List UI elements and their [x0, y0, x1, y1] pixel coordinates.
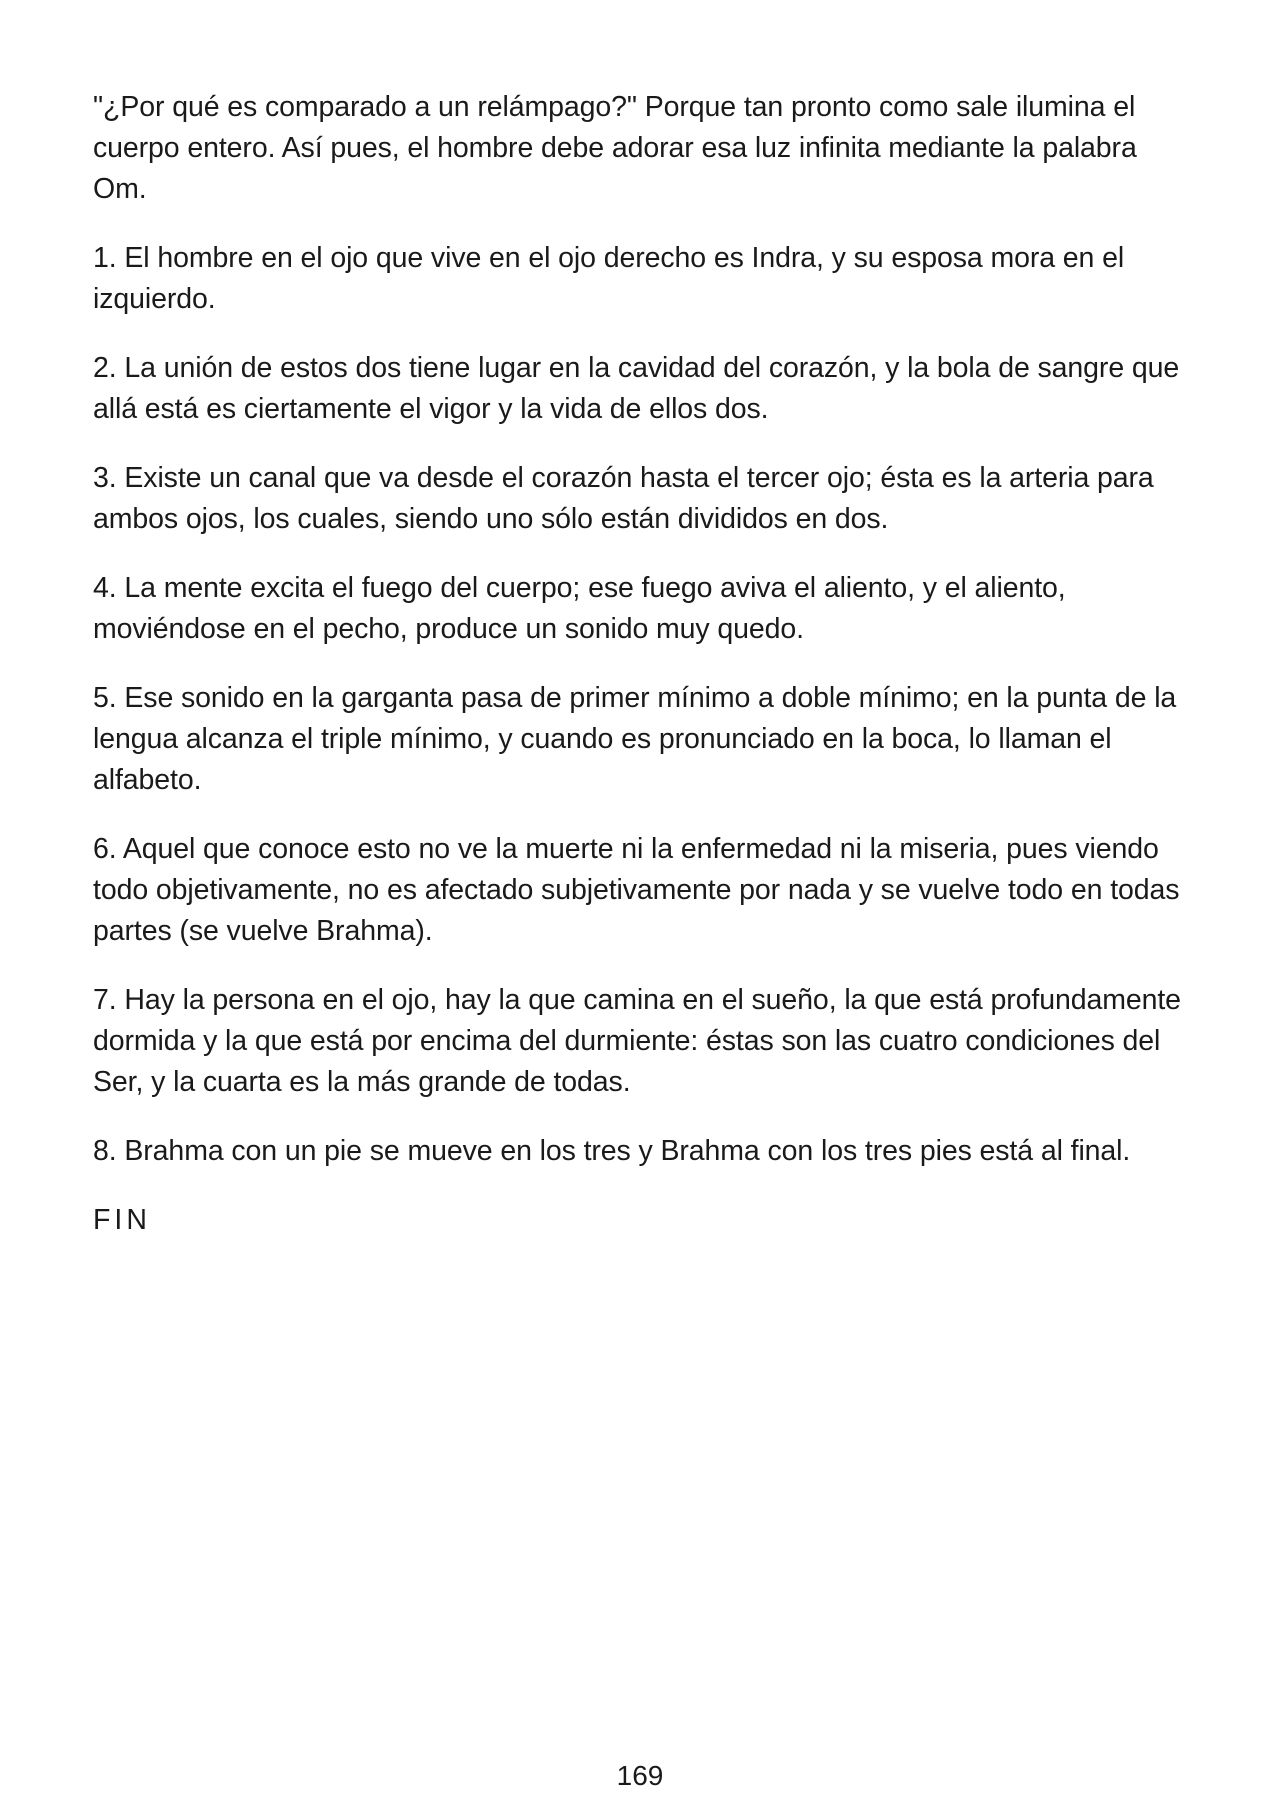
paragraph-3: 3. Existe un canal que va desde el corazón hasta el tercer ojo; ésta es la arteria para ambos ojos, los cuales, siendo uno sólo están divididos en dos. [93, 462, 1154, 535]
page-number: 169 [616, 1760, 664, 1791]
paragraph-2: 2. La unión de estos dos tiene lugar en la cavidad del corazón, y la bola de sangre que allá está es ciertamente el vigor y la vida de ellos dos. [93, 352, 1180, 425]
end-mark: FIN [93, 1204, 151, 1236]
paragraph-4: 4. La mente excita el fuego del cuerpo; ese fuego aviva el aliento, y el aliento, moviéndose en el pecho, produce un sonido muy quedo. [93, 572, 1066, 645]
page-body [93, 87, 1198, 1241]
paragraph-intro: "¿Por qué es comparado a un relámpago?" Porque tan pronto como sale ilumina el cuerpo entero. Así pues, el hombre debe adorar esa luz infinita mediante la palabra Om. [93, 91, 1137, 205]
paragraph-5: 5. Ese sonido en la garganta pasa de primer mínimo a doble mínimo; en la punta de la lengua alcanza el triple mínimo, y cuando es pronunciado en la boca, lo llaman el alfabeto. [93, 682, 1177, 796]
paragraph-1: 1. El hombre en el ojo que vive en el ojo derecho es Indra, y su esposa mora en el izquierdo. [93, 242, 1125, 315]
paragraph-6: 6. Aquel que conoce esto no ve la muerte ni la enfermedad ni la miseria, pues viendo todo objetivamente, no es afectado subjetivamente por nada y se vuelve todo en todas partes (se vuelve Brahma). [93, 833, 1180, 947]
paragraph-8: 8. Brahma con un pie se mueve en los tres y Brahma con los tres pies está al final. [93, 1135, 1131, 1167]
paragraph-7: 7. Hay la persona en el ojo, hay la que camina en el sueño, la que está profundamente dormida y la que está por encima del durmiente: éstas son las cuatro condiciones del Ser, y la cuarta es la más grande de todas. [93, 984, 1181, 1098]
